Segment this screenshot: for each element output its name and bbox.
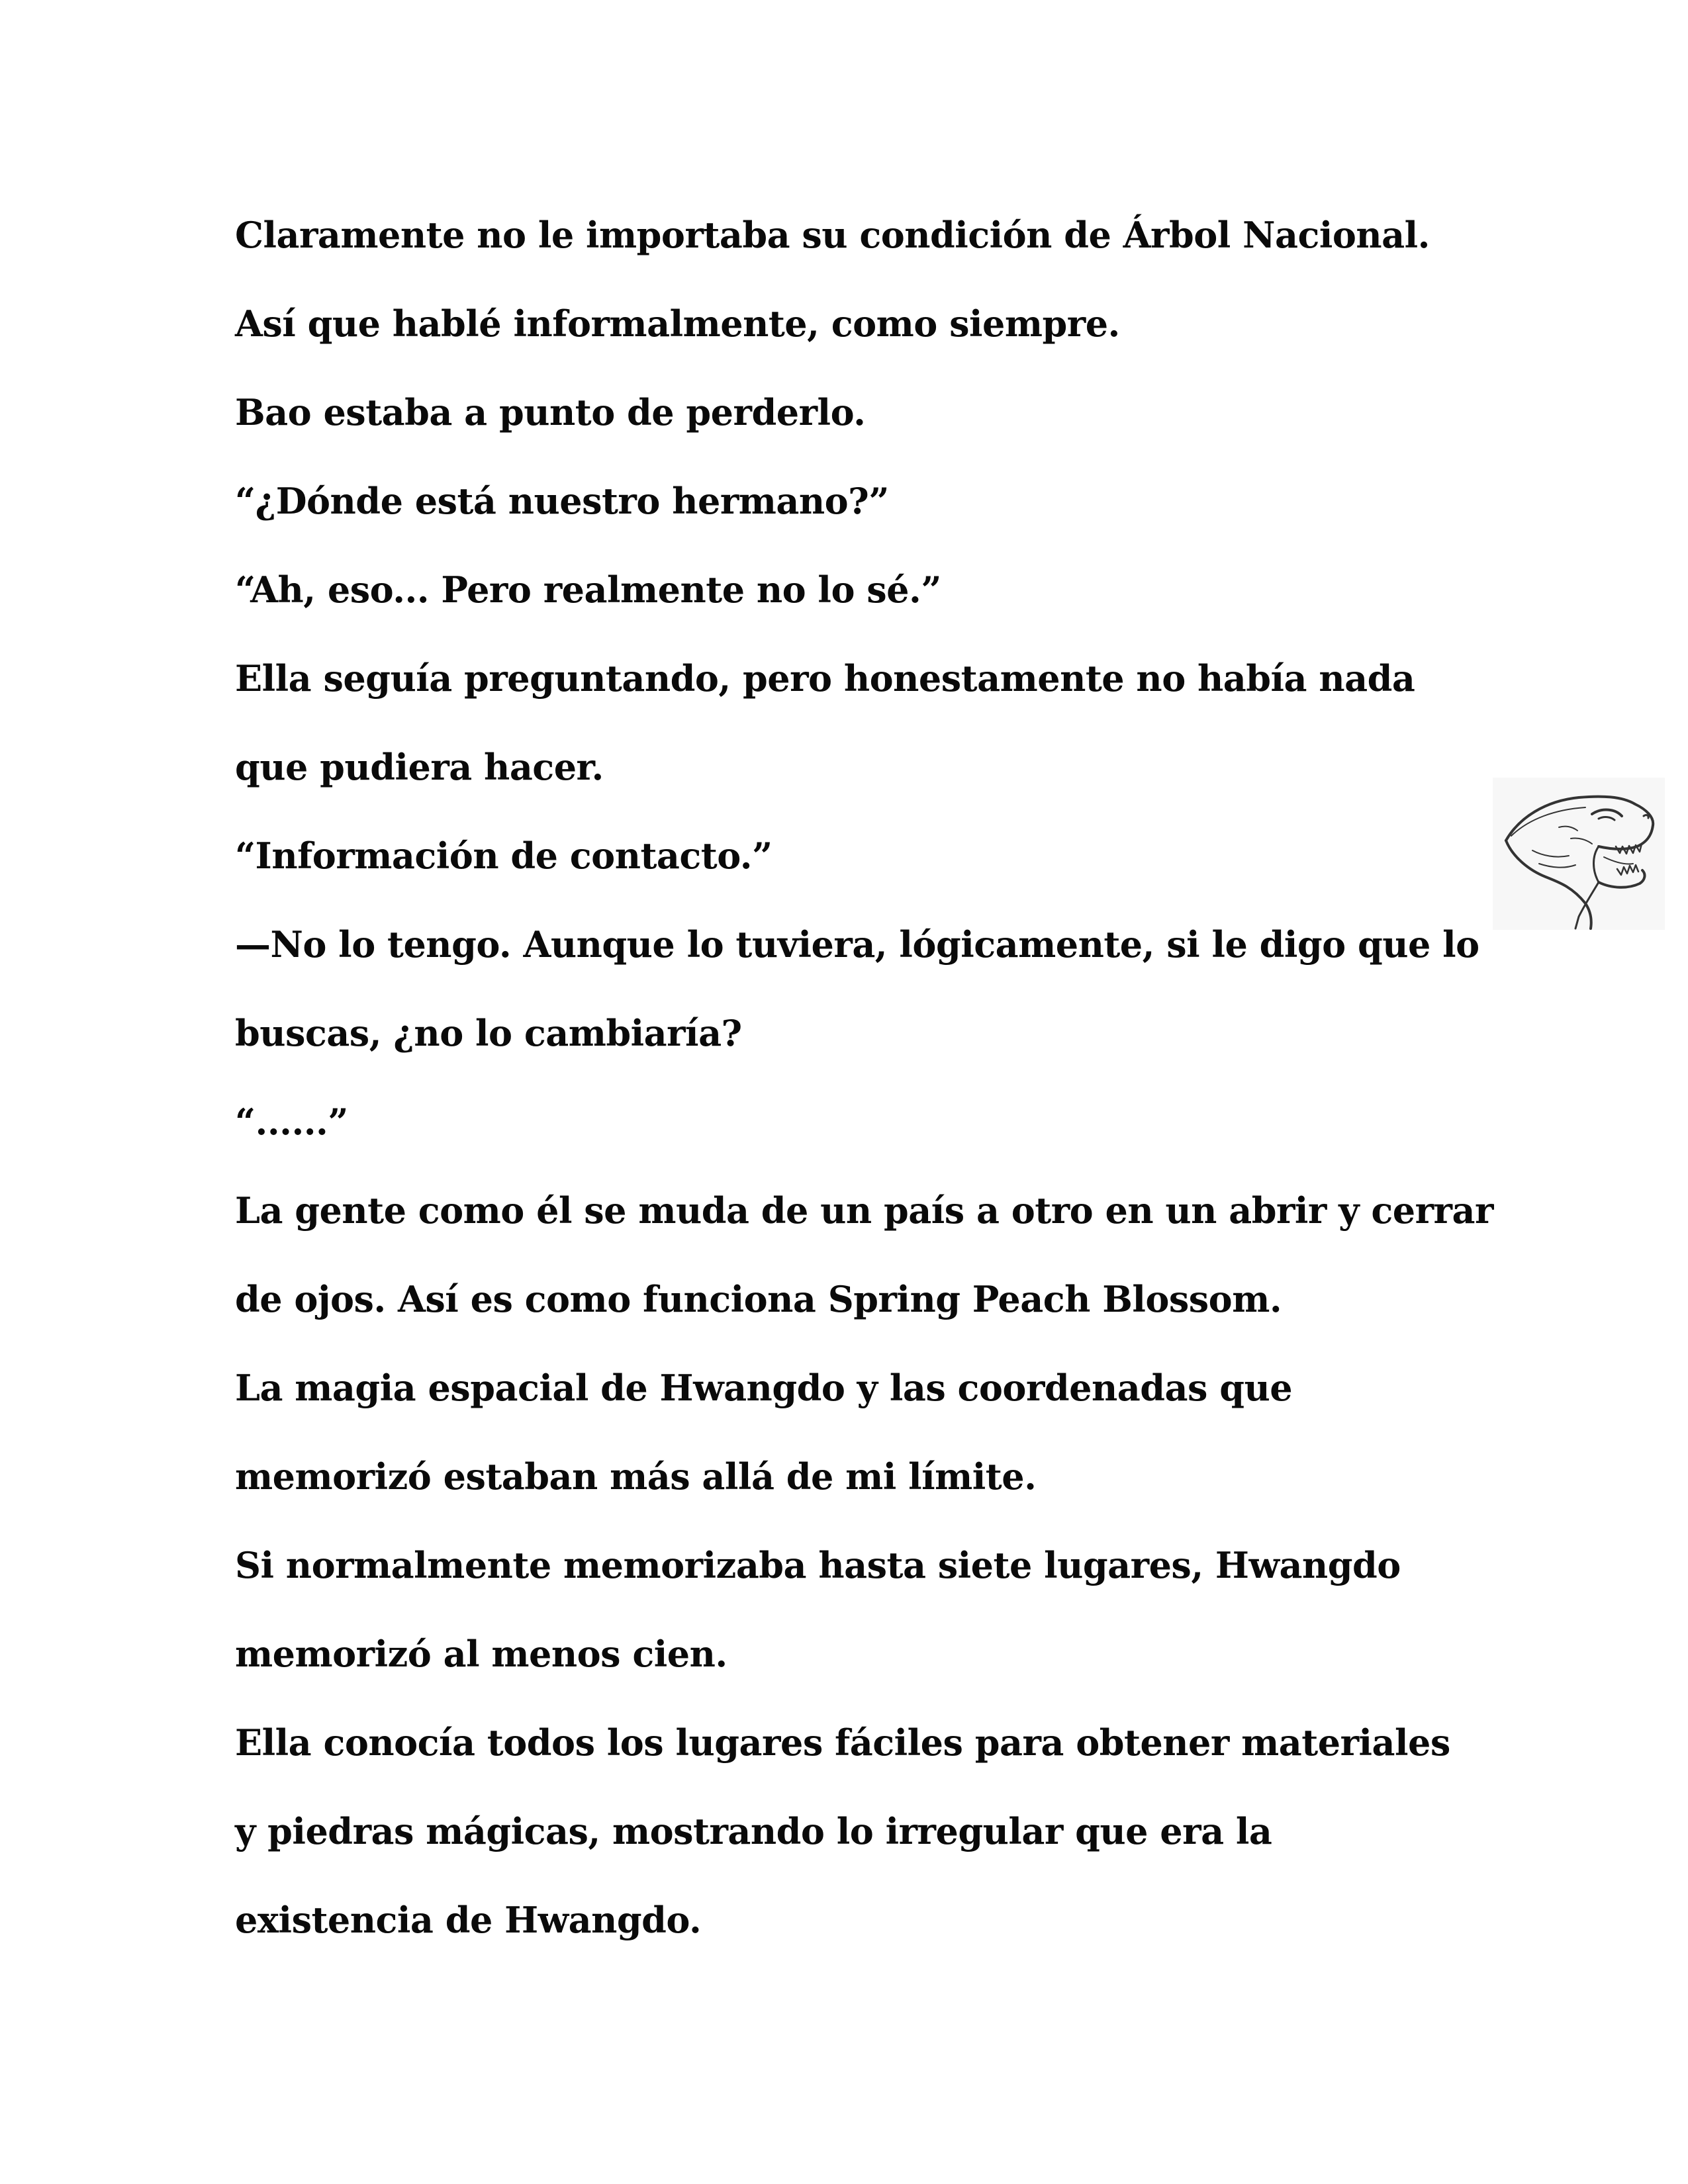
text-line: memorizó estaban más allá de mi límite. bbox=[235, 1455, 1037, 1498]
text-line: de ojos. Así es como funciona Spring Peach Blossom. bbox=[235, 1278, 1282, 1320]
text-line: Bao estaba a punto de perderlo. bbox=[235, 391, 866, 433]
text-line: La gente como él se muda de un país a otro en un abrir y cerrar bbox=[235, 1189, 1493, 1232]
text-line: que pudiera hacer. bbox=[235, 746, 604, 788]
text-line: buscas, ¿no lo cambiaría? bbox=[235, 1012, 742, 1054]
text-line: y piedras mágicas, mostrando lo irregular que era la bbox=[235, 1810, 1272, 1852]
dinosaur-head-icon bbox=[1493, 778, 1665, 930]
text-line: “......” bbox=[235, 1101, 348, 1143]
text-line: Si normalmente memorizaba hasta siete lugares, Hwangdo bbox=[235, 1544, 1401, 1586]
text-line: existencia de Hwangdo. bbox=[235, 1899, 702, 1941]
text-line: “Ah, eso... Pero realmente no lo sé.” bbox=[235, 569, 941, 611]
text-line: “Información de contacto.” bbox=[235, 835, 773, 877]
text-line: memorizó al menos cien. bbox=[235, 1633, 727, 1675]
text-line: Ella seguía preguntando, pero honestamente no había nada bbox=[235, 657, 1415, 700]
text-line: —No lo tengo. Aunque lo tuviera, lógicamente, si le digo que lo bbox=[235, 923, 1479, 966]
text-line: Ella conocía todos los lugares fáciles para obtener materiales bbox=[235, 1721, 1450, 1764]
text-line: Así que hablé informalmente, como siempre. bbox=[235, 302, 1120, 345]
text-line: Claramente no le importaba su condición de Árbol Nacional. bbox=[235, 214, 1430, 256]
text-line: “¿Dónde está nuestro hermano?” bbox=[235, 480, 889, 522]
text-line: La magia espacial de Hwangdo y las coordenadas que bbox=[235, 1367, 1293, 1409]
body-text bbox=[235, 191, 1493, 1964]
